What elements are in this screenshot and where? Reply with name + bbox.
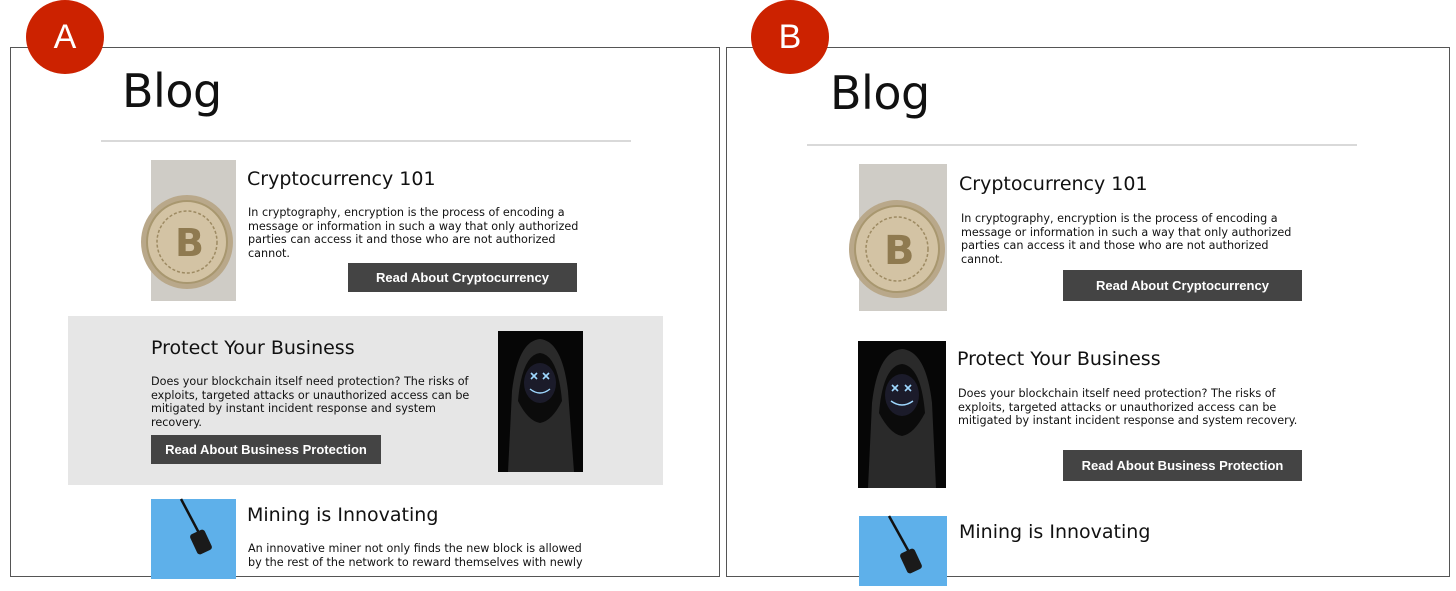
post-excerpt: Does your blockchain itself need protection? The risks of exploits, targeted attacks or unauthorized access can be mitigated by instant incident response and system recovery. [151, 375, 470, 429]
title-divider [807, 144, 1357, 146]
post-excerpt: In cryptography, encryption is the process of encoding a message or information in such a way that only authorized parties can access it and those who are not authorized cannot. [248, 206, 579, 260]
hanging-lamp-icon [151, 499, 236, 579]
post-excerpt: An innovative miner not only finds the new block is allowed by the rest of the network to reward themselves with newly [248, 542, 583, 569]
hooded-hacker-icon [498, 331, 583, 472]
svg-text:B: B [884, 228, 915, 274]
hooded-hacker-icon [858, 341, 946, 488]
bitcoin-coin-icon [859, 164, 947, 311]
post-title: Cryptocurrency 101 [959, 173, 1148, 195]
svg-text:B: B [175, 221, 204, 265]
title-divider [101, 140, 631, 142]
post-title: Mining is Innovating [247, 504, 439, 526]
read-business-protection-button[interactable]: Read About Business Protection [151, 435, 381, 464]
page-title: Blog [122, 64, 222, 118]
post-title: Protect Your Business [957, 348, 1161, 370]
variant-b-panel [726, 47, 1450, 577]
page-title: Blog [830, 66, 930, 120]
post-excerpt: Does your blockchain itself need protection? The risks of exploits, targeted attacks or unauthorized access can be mitigated by instant incident response and system recovery. [958, 387, 1298, 428]
variant-a-badge: A [26, 0, 104, 74]
read-business-protection-button[interactable]: Read About Business Protection [1063, 450, 1302, 481]
read-cryptocurrency-button[interactable]: Read About Cryptocurrency [1063, 270, 1302, 301]
hanging-lamp-icon [859, 516, 947, 586]
bitcoin-coin-icon [151, 160, 236, 301]
variant-a-panel [10, 47, 720, 577]
read-cryptocurrency-button[interactable]: Read About Cryptocurrency [348, 263, 577, 292]
variant-b-badge: B [751, 0, 829, 74]
post-title: Protect Your Business [151, 337, 355, 359]
post-title: Mining is Innovating [959, 521, 1151, 543]
post-title: Cryptocurrency 101 [247, 168, 436, 190]
post-excerpt: In cryptography, encryption is the process of encoding a message or information in such a way that only authorized parties can access it and those who are not authorized cannot. [961, 212, 1292, 266]
